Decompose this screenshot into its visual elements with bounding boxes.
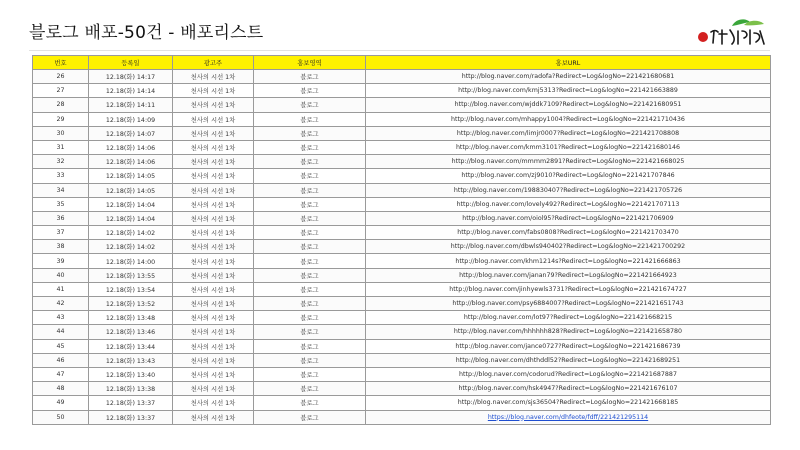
cell-date: 12.18(화) 14:07 (89, 126, 173, 140)
table-row (33, 98, 771, 112)
cell-area: 블로그 (254, 183, 366, 197)
brand-logo (694, 16, 772, 48)
cell-number: 39 (33, 254, 89, 268)
cell-url: http://blog.naver.com/dbwls940402?Redirect=Log&logNo=221421700292 (366, 240, 771, 254)
cell-area: 블로그 (254, 226, 366, 240)
cell-date: 12.18(화) 13:43 (89, 353, 173, 367)
cell-url: http://blog.naver.com/hsk4947?Redirect=Log&logNo=221421676107 (366, 382, 771, 396)
cell-advertiser: 천사의 시선 1차 (173, 197, 254, 211)
cell-area: 블로그 (254, 140, 366, 154)
cell-area: 블로그 (254, 325, 366, 339)
cell-advertiser: 천사의 시선 1차 (173, 396, 254, 410)
header-advertiser: 광고주 (173, 56, 254, 70)
cell-area: 블로그 (254, 240, 366, 254)
cell-advertiser: 천사의 시선 1차 (173, 140, 254, 154)
cell-area: 블로그 (254, 297, 366, 311)
table-row (33, 155, 771, 169)
cell-date: 12.18(화) 14:09 (89, 112, 173, 126)
table-header-row (33, 56, 771, 70)
cell-number: 35 (33, 197, 89, 211)
cell-advertiser: 천사의 시선 1차 (173, 325, 254, 339)
table-row (33, 183, 771, 197)
cell-date: 12.18(화) 13:48 (89, 311, 173, 325)
table-row (33, 382, 771, 396)
cell-date: 12.18(화) 14:11 (89, 98, 173, 112)
cell-number: 30 (33, 126, 89, 140)
cell-number: 31 (33, 140, 89, 154)
table-row (33, 297, 771, 311)
cell-advertiser: 천사의 시선 1차 (173, 226, 254, 240)
cell-url: http://blog.naver.com/mhappy1004?Redirect=Log&logNo=221421710436 (366, 112, 771, 126)
cell-number: 50 (33, 410, 89, 424)
cell-url: http://blog.naver.com/kmj5313?Redirect=Log&logNo=221421663889 (366, 84, 771, 98)
cell-date: 12.18(화) 14:04 (89, 197, 173, 211)
cell-date: 12.18(화) 13:52 (89, 297, 173, 311)
cell-advertiser: 천사의 시선 1차 (173, 311, 254, 325)
table-row (33, 268, 771, 282)
cell-url: http://blog.naver.com/khm1214s?Redirect=Log&logNo=221421666863 (366, 254, 771, 268)
cell-url: http://blog.naver.com/jance0727?Redirect=Log&logNo=221421686739 (366, 339, 771, 353)
cell-url: http://blog.naver.com/dhthddl52?Redirect=Log&logNo=221421689251 (366, 353, 771, 367)
cell-advertiser: 천사의 시선 1차 (173, 367, 254, 381)
cell-url: http://blog.naver.com/jinhyewls3731?Redirect=Log&logNo=221421674727 (366, 282, 771, 296)
table-row (33, 126, 771, 140)
table-row (33, 112, 771, 126)
header-area: 홍보영역 (254, 56, 366, 70)
cell-number: 43 (33, 311, 89, 325)
cell-advertiser: 천사의 시선 1차 (173, 211, 254, 225)
cell-advertiser: 천사의 시선 1차 (173, 126, 254, 140)
cell-area: 블로그 (254, 311, 366, 325)
header-number: 번호 (33, 56, 89, 70)
cell-url[interactable]: https://blog.naver.com/dhfeote/fdff/221421295114 (366, 410, 771, 424)
cell-date: 12.18(화) 14:02 (89, 226, 173, 240)
table-row (33, 367, 771, 381)
header-date: 등록일 (89, 56, 173, 70)
cell-advertiser: 천사의 시선 1차 (173, 183, 254, 197)
table-row (33, 70, 771, 84)
cell-date: 12.18(화) 14:06 (89, 140, 173, 154)
cell-url: http://blog.naver.com/wjddk7109?Redirect=Log&logNo=221421680951 (366, 98, 771, 112)
cell-date: 12.18(화) 13:54 (89, 282, 173, 296)
page-title: 블로그 배포-50건 - 배포리스트 (29, 23, 264, 43)
cell-advertiser: 천사의 시선 1차 (173, 297, 254, 311)
cell-url: http://blog.naver.com/codorud?Redirect=Log&logNo=221421687887 (366, 367, 771, 381)
cell-number: 44 (33, 325, 89, 339)
cell-date: 12.18(화) 14:05 (89, 183, 173, 197)
cell-area: 블로그 (254, 410, 366, 424)
cell-area: 블로그 (254, 169, 366, 183)
cell-area: 블로그 (254, 367, 366, 381)
cell-area: 블로그 (254, 382, 366, 396)
table-row (33, 353, 771, 367)
cell-advertiser: 천사의 시선 1차 (173, 240, 254, 254)
cell-url: http://blog.naver.com/fabs0808?Redirect=Log&logNo=221421703470 (366, 226, 771, 240)
table-row (33, 169, 771, 183)
cell-number: 42 (33, 297, 89, 311)
cell-area: 블로그 (254, 126, 366, 140)
table-row (33, 226, 771, 240)
cell-number: 45 (33, 339, 89, 353)
cell-date: 12.18(화) 13:46 (89, 325, 173, 339)
cell-area: 블로그 (254, 339, 366, 353)
cell-number: 49 (33, 396, 89, 410)
cell-date: 12.18(화) 14:04 (89, 211, 173, 225)
cell-number: 28 (33, 98, 89, 112)
cell-number: 32 (33, 155, 89, 169)
cell-date: 12.18(화) 13:38 (89, 382, 173, 396)
table-row (33, 240, 771, 254)
cell-url: http://blog.naver.com/radofa?Redirect=Log&logNo=221421680681 (366, 70, 771, 84)
cell-advertiser: 천사의 시선 1차 (173, 112, 254, 126)
cell-number: 29 (33, 112, 89, 126)
table-row (33, 282, 771, 296)
cell-url: http://blog.naver.com/lovely492?Redirect=Log&logNo=221421707113 (366, 197, 771, 211)
cell-area: 블로그 (254, 98, 366, 112)
cell-url: http://blog.naver.com/zj9010?Redirect=Log&logNo=221421707846 (366, 169, 771, 183)
cell-date: 12.18(화) 14:02 (89, 240, 173, 254)
cell-advertiser: 천사의 시선 1차 (173, 254, 254, 268)
cell-advertiser: 천사의 시선 1차 (173, 169, 254, 183)
cell-url: http://blog.naver.com/198830407?Redirect=Log&logNo=221421705726 (366, 183, 771, 197)
cell-advertiser: 천사의 시선 1차 (173, 339, 254, 353)
cell-url: http://blog.naver.com/janan79?Redirect=Log&logNo=221421664923 (366, 268, 771, 282)
table-row (33, 140, 771, 154)
cell-number: 27 (33, 84, 89, 98)
table-row (33, 211, 771, 225)
cell-advertiser: 천사의 시선 1차 (173, 98, 254, 112)
cell-advertiser: 천사의 시선 1차 (173, 353, 254, 367)
cell-number: 38 (33, 240, 89, 254)
cell-number: 40 (33, 268, 89, 282)
cell-url: http://blog.naver.com/hhhhhh828?Redirect=Log&logNo=221421658780 (366, 325, 771, 339)
distribution-table (32, 55, 771, 425)
table-row (33, 396, 771, 410)
table-row (33, 339, 771, 353)
cell-area: 블로그 (254, 396, 366, 410)
cell-url: http://blog.naver.com/kmm3101?Redirect=Log&logNo=221421680146 (366, 140, 771, 154)
cell-advertiser: 천사의 시선 1차 (173, 282, 254, 296)
cell-area: 블로그 (254, 197, 366, 211)
cell-date: 12.18(화) 14:00 (89, 254, 173, 268)
cell-advertiser: 천사의 시선 1차 (173, 268, 254, 282)
table-row (33, 84, 771, 98)
table-row (33, 254, 771, 268)
cell-url: http://blog.naver.com/psy6884007?Redirect=Log&logNo=221421651743 (366, 297, 771, 311)
table-row (33, 325, 771, 339)
cell-url: http://blog.naver.com/lot97?Redirect=Log&logNo=221421668215 (366, 311, 771, 325)
cell-area: 블로그 (254, 268, 366, 282)
cell-area: 블로그 (254, 84, 366, 98)
cell-area: 블로그 (254, 155, 366, 169)
cell-date: 12.18(화) 14:05 (89, 169, 173, 183)
cell-area: 블로그 (254, 211, 366, 225)
cell-number: 34 (33, 183, 89, 197)
red-seal-icon (698, 32, 708, 42)
cell-advertiser: 천사의 시선 1차 (173, 84, 254, 98)
cell-date: 12.18(화) 13:37 (89, 396, 173, 410)
cell-date: 12.18(화) 13:37 (89, 410, 173, 424)
table-row (33, 311, 771, 325)
cell-date: 12.18(화) 14:17 (89, 70, 173, 84)
cell-advertiser: 천사의 시선 1차 (173, 382, 254, 396)
cell-number: 33 (33, 169, 89, 183)
cell-url: http://blog.naver.com/oiol95?Redirect=Log&logNo=221421706909 (366, 211, 771, 225)
cell-area: 블로그 (254, 353, 366, 367)
cell-advertiser: 천사의 시선 1차 (173, 70, 254, 84)
cell-advertiser: 천사의 시선 1차 (173, 155, 254, 169)
cell-area: 블로그 (254, 112, 366, 126)
cell-date: 12.18(화) 13:44 (89, 339, 173, 353)
cell-date: 12.18(화) 13:55 (89, 268, 173, 282)
cell-number: 41 (33, 282, 89, 296)
cell-date: 12.18(화) 14:06 (89, 155, 173, 169)
cell-url: http://blog.naver.com/mmmm2891?Redirect=Log&logNo=221421668025 (366, 155, 771, 169)
cell-number: 37 (33, 226, 89, 240)
title-divider (29, 50, 770, 51)
table-row (33, 197, 771, 211)
cell-advertiser: 천사의 시선 1차 (173, 410, 254, 424)
cell-area: 블로그 (254, 70, 366, 84)
cell-area: 블로그 (254, 282, 366, 296)
cell-url: http://blog.naver.com/limjr0007?Redirect=Log&logNo=221421708808 (366, 126, 771, 140)
cell-area: 블로그 (254, 254, 366, 268)
cell-number: 26 (33, 70, 89, 84)
table-row (33, 410, 771, 424)
cell-number: 36 (33, 211, 89, 225)
cell-date: 12.18(화) 13:40 (89, 367, 173, 381)
cell-date: 12.18(화) 14:14 (89, 84, 173, 98)
header-url: 홍보URL (366, 56, 771, 70)
cell-number: 47 (33, 367, 89, 381)
cell-number: 46 (33, 353, 89, 367)
cell-url: http://blog.naver.com/sjs36504?Redirect=Log&logNo=221421668185 (366, 396, 771, 410)
cell-number: 48 (33, 382, 89, 396)
